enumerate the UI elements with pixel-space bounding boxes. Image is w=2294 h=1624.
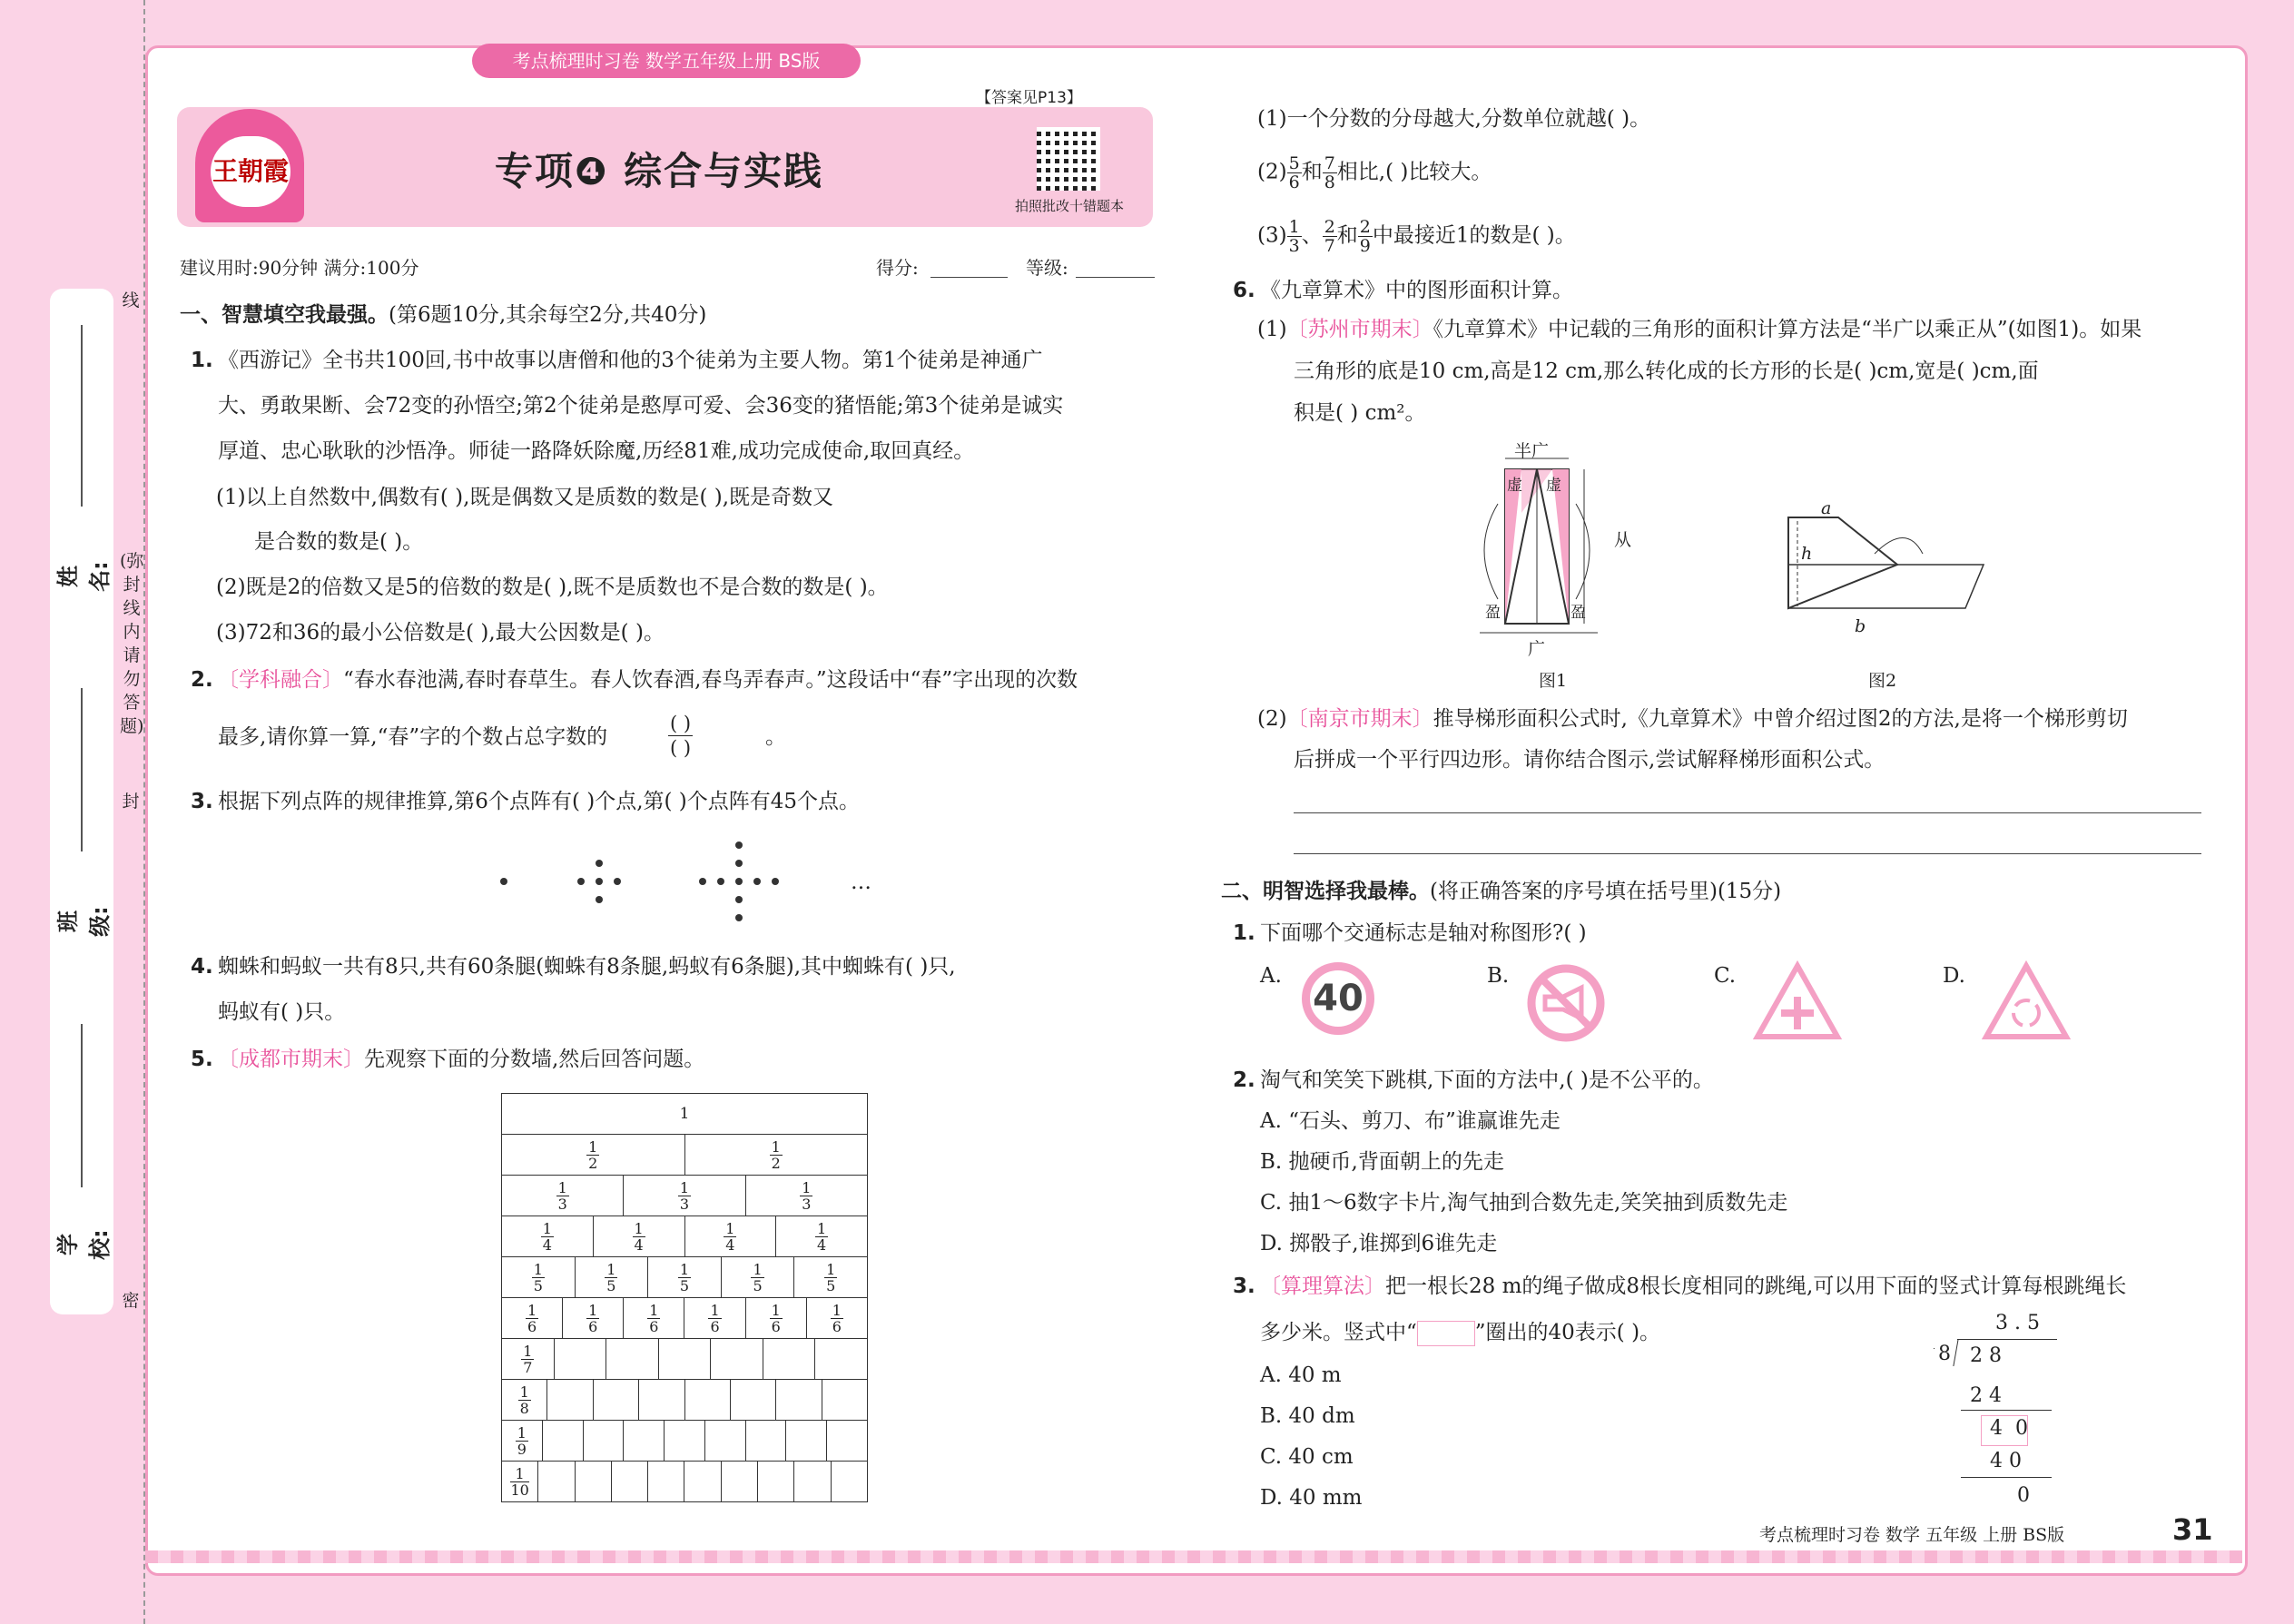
score-label: 得分: (876, 257, 919, 279)
seal-warning: (弥封线内请勿答题) (120, 551, 144, 736)
wall-cell (658, 1339, 711, 1380)
wall-cell: $\frac{1}{6}$ (624, 1298, 684, 1339)
q4-line1: 蜘蛛和蚂蚁一共有8只,共有60条腿(蜘蛛有8条腿,蚂蚁有6条腿),其中蜘蛛有( )只, (218, 955, 956, 979)
c2-option-b[interactable]: B. 抛硬币,背面朝上的先走 (1260, 1150, 1504, 1174)
dot (596, 860, 603, 867)
student-info-sidebar (50, 289, 113, 1314)
fig1-ying-label: 盈 (1485, 604, 1501, 622)
q4-line2: 蚂蚁有( )只。 (218, 1000, 346, 1024)
wall-cell-whole: 1 (502, 1094, 868, 1135)
dot (614, 878, 621, 885)
wall-cell (684, 1462, 721, 1502)
c1-option-a[interactable]: A. (1260, 964, 1282, 988)
q1-line: 《西游记》全书共100回,书中故事以唐僧和他的3个徒弟为主要人物。第1个徒弟是神通广 (218, 349, 1043, 372)
q5-sub1: (1)一个分数的分母越大,分数单位就越( )。 (1257, 107, 1651, 131)
q6-number: 6. (1233, 279, 1255, 302)
q6-sub1-line3: 积是( ) cm²。 (1294, 401, 1426, 425)
wall-cell: $\frac{1}{5}$ (575, 1257, 648, 1298)
fig2-caption: 图2 (1868, 671, 1897, 691)
footer-text: 考点梳理时习卷 数学 五年级 上册 BS版 (1759, 1525, 2065, 1545)
quotient: 3 . 5 (1995, 1312, 2040, 1334)
time-limit: 建议用时:90分钟 满分:100分 (180, 257, 419, 279)
wall-cell (721, 1462, 757, 1502)
fraction-wall-row-2 (501, 1134, 868, 1176)
q2-end: 。 (765, 725, 786, 749)
c3-option-a[interactable]: A. 40 m (1260, 1363, 1342, 1387)
q1-sub1-cont: 是合数的数是( )。 (254, 530, 424, 554)
wall-cell: $\frac{1}{6}$ (563, 1298, 624, 1339)
q2-line1 (218, 666, 1078, 694)
roundabout-warning-sign-icon[interactable] (1981, 960, 2072, 1042)
c2-text: 淘气和笑笑下跳棋,下面的方法中,( )是不公平的。 (1260, 1068, 1714, 1092)
fraction-wall-row-3 (501, 1175, 868, 1216)
dot (596, 878, 603, 885)
wall-cell: $\frac{1}{4}$ (502, 1216, 594, 1257)
dividend: 2 8 (1970, 1344, 2002, 1367)
fig1-bottom-label: 广 (1528, 639, 1546, 659)
page-number: 31 (2172, 1512, 2213, 1547)
q4-number: 4. (191, 955, 213, 979)
wall-cell (554, 1339, 606, 1380)
wall-cell: $\frac{1}{3}$ (502, 1176, 624, 1216)
wall-cell: $\frac{1}{5}$ (721, 1257, 794, 1298)
name-label: 姓名: (55, 561, 113, 592)
wall-cell: $\frac{1}{2}$ (502, 1135, 685, 1176)
wall-cell: $\frac{1}{3}$ (624, 1176, 745, 1216)
long-division (1934, 1312, 2061, 1516)
q2-tag: 〔学科融合〕 (218, 668, 343, 692)
name-field[interactable] (81, 325, 83, 507)
series-header: 考点梳理时习卷 数学五年级上册 BS版 (472, 44, 861, 78)
dot (577, 878, 585, 885)
q1-sub3: (3)72和36的最小公倍数是( ),最大公因数是( )。 (216, 621, 665, 645)
c2-option-a[interactable]: A. “石头、剪刀、布”谁赢谁先走 (1260, 1109, 1561, 1133)
wall-cell (786, 1421, 827, 1462)
q3-text: 根据下列点阵的规律推算,第6个点阵有( )个点,第( )个点阵有45个点。 (218, 790, 861, 813)
section2-header: 二、明智选择我最棒。(将正确答案的序号填在括号里)(15分) (1221, 880, 1782, 903)
fraction-wall-row-1 (501, 1093, 868, 1135)
c3-line2: 多少米。竖式中“ ”圈出的40表示( )。 (1260, 1321, 1661, 1344)
c2-number: 2. (1233, 1068, 1255, 1092)
q6-sub2-line2: 后拼成一个平行四边形。请你结合图示,尝试解释梯形面积公式。 (1294, 748, 1885, 772)
wall-cell: $\frac{1}{5}$ (502, 1257, 576, 1298)
c3-option-d[interactable]: D. 40 mm (1260, 1486, 1363, 1510)
qr-pattern (1037, 127, 1100, 191)
answer-reference: 【答案见P13】 (976, 89, 1082, 107)
c3-number: 3. (1233, 1275, 1255, 1298)
seal-char: 密 (122, 1291, 140, 1311)
wall-cell (763, 1339, 815, 1380)
wall-cell: $\frac{1}{5}$ (794, 1257, 868, 1298)
wall-cell: $\frac{1}{9}$ (502, 1421, 543, 1462)
q2-text: “春水春池满,春时春草生。春人饮春酒,春鸟弄春声。”这段话中“春”字出现的次数 (343, 668, 1078, 692)
q2-frac-numerator: ( ) (670, 713, 692, 734)
c3-option-c[interactable]: C. 40 cm (1260, 1445, 1354, 1469)
wall-cell (606, 1339, 659, 1380)
c1-option-b[interactable]: B. (1487, 964, 1510, 988)
q1-sub2: (2)既是2的倍数又是5的倍数的数是( ),既不是质数也不是合数的数是( )。 (216, 576, 889, 599)
q5-sub3: (3) $\frac{1}{3}$ 、 $\frac{2}{7}$ 和 $\frac{2}{9}$ 中最接近1的数是( )。 (1257, 217, 1576, 256)
seal-dashed-line (143, 0, 145, 1624)
partial-product: 2 4 (1970, 1384, 2002, 1407)
q3-ellipsis: … (851, 871, 871, 894)
wall-cell: $\frac{1}{6}$ (806, 1298, 867, 1339)
dot (596, 896, 603, 903)
wall-cell: $\frac{1}{5}$ (648, 1257, 722, 1298)
wall-cell (827, 1421, 868, 1462)
c1-option-c[interactable]: C. (1714, 964, 1737, 988)
q5-text: 先观察下面的分数墙,然后回答问题。 (364, 1048, 705, 1071)
wall-cell: $\frac{1}{3}$ (745, 1176, 867, 1216)
fraction-wall-row-9 (501, 1420, 868, 1462)
q3-number: 3. (191, 790, 213, 813)
q6-text: 《九章算术》中的图形面积计算。 (1260, 279, 1573, 302)
fig1-caption: 图1 (1539, 671, 1568, 691)
wall-cell (758, 1462, 794, 1502)
fraction-wall-row-5 (501, 1256, 868, 1298)
fig1-ying-label: 盈 (1570, 604, 1586, 622)
q5-number: 5. (191, 1048, 213, 1071)
wall-cell (831, 1462, 867, 1502)
wall-cell (639, 1380, 684, 1421)
c1-number: 1. (1233, 921, 1255, 945)
wall-cell (593, 1380, 638, 1421)
wall-cell (538, 1462, 575, 1502)
q1-line: 大、勇敢果断、会72变的孙悟空;第2个徒弟是憨厚可爱、会36变的猪悟能;第3个徒弟是诚实 (218, 394, 1064, 418)
fraction-wall (501, 1093, 868, 1502)
fig1-xu-label: 虚 (1507, 477, 1522, 495)
divisor: 8 (1938, 1343, 1951, 1365)
wall-cell: $\frac{1}{10}$ (502, 1462, 538, 1502)
wall-cell (704, 1421, 745, 1462)
wall-cell (575, 1462, 611, 1502)
dot (500, 878, 507, 885)
grade-field[interactable] (1076, 277, 1155, 278)
crossroad-warning-sign-icon[interactable] (1752, 960, 1843, 1042)
wall-cell (611, 1462, 647, 1502)
q2-frac-denominator: ( ) (670, 737, 692, 759)
wall-cell: $\frac{1}{6}$ (684, 1298, 745, 1339)
fig1-side-label: 从 (1614, 530, 1632, 550)
fraction-wall-row-7 (501, 1338, 868, 1380)
wall-cell (684, 1380, 730, 1421)
logo-text: 王朝霞 (211, 136, 290, 207)
c2-option-d[interactable]: D. 掷骰子,谁掷到6谁先走 (1260, 1232, 1498, 1255)
c3-option-b[interactable]: B. 40 dm (1260, 1404, 1355, 1428)
fraction-wall-row-8 (501, 1379, 868, 1421)
q6-sub2-line1: (2)〔南京市期末〕推导梯形面积公式时,《九章算术》中曾介绍过图2的方法,是将一个梯形剪切 (1257, 707, 2128, 731)
fig1-top-label: 半广 (1514, 441, 1550, 461)
wall-cell: $\frac{1}{8}$ (502, 1380, 547, 1421)
wall-cell: $\frac{1}{6}$ (745, 1298, 806, 1339)
q6-sub1-line1: (1)〔苏州市期末〕《九章算术》中记载的三角形的面积计算方法是“半广以乘正从”(如图1)。如果 (1257, 318, 2142, 341)
section1-heading: 一、智慧填空我最强。 (180, 303, 389, 327)
answer-line[interactable] (1294, 853, 2201, 854)
q5-tag: 〔成都市期末〕 (218, 1048, 364, 1071)
wall-cell: $\frac{1}{4}$ (776, 1216, 868, 1257)
q2-number: 2. (191, 668, 213, 692)
q6-sub1-line2: 三角形的底是10 cm,高是12 cm,那么转化成的长方形的长是( )cm,宽是( )cm,面 (1294, 359, 2039, 383)
wall-cell: $\frac{1}{7}$ (502, 1339, 555, 1380)
c2-option-c[interactable]: C. 抽1～6数字卡片,淘气抽到合数先走,笑笑抽到质数先走 (1260, 1191, 1788, 1215)
section1-header (180, 301, 706, 329)
wall-cell (665, 1421, 705, 1462)
q5-sub2: (2) $\frac{5}{6}$ 和 $\frac{7}{8}$ 相比,( )比较大。 (1257, 153, 1492, 192)
q1-number: 1. (191, 349, 213, 372)
fig2-a-label: a (1821, 498, 1832, 518)
fig2-b-label: b (1855, 616, 1866, 636)
qr-caption: 拍照批改十错题本 (1015, 198, 1125, 214)
class-field[interactable] (81, 688, 83, 851)
c1-text: 下面哪个交通标志是轴对称图形?( ) (1260, 921, 1587, 945)
wall-cell: $\frac{1}{4}$ (593, 1216, 684, 1257)
grade-label: 等级: (1026, 257, 1068, 279)
wall-cell (583, 1421, 624, 1462)
fig1-xu-label: 虚 (1546, 477, 1561, 495)
fraction-wall-row-10 (501, 1461, 868, 1502)
wall-cell (794, 1462, 831, 1502)
q2-line2: 最多,请你算一算,“春”字的个数占总字数的 (218, 725, 608, 749)
answer-line[interactable] (1294, 812, 2201, 813)
c3-line1: 〔算理算法〕把一根长28 m的绳子做成8根长度相同的跳绳,可以用下面的竖式计算每根跳绳长 (1260, 1275, 2127, 1298)
wall-cell (730, 1380, 775, 1421)
wall-cell: $\frac{1}{6}$ (502, 1298, 563, 1339)
section1-note: (第6题10分,其余每空2分,共40分) (389, 303, 707, 327)
q2-fraction-answer[interactable] (668, 712, 693, 760)
wall-cell: $\frac{1}{2}$ (684, 1135, 868, 1176)
remainder-digit: 4 (1990, 1417, 2003, 1440)
seal-char: 线 (122, 290, 140, 310)
page-title: 专项❹ 综合与实践 (495, 149, 824, 193)
wall-cell: $\frac{1}{4}$ (684, 1216, 776, 1257)
remainder-digit: 0 (2015, 1417, 2028, 1440)
fraction-wall-row-4 (501, 1216, 868, 1257)
speed-limit-sign-icon[interactable]: 40 (1302, 962, 1374, 1035)
wall-cell (648, 1462, 684, 1502)
wall-cell (711, 1339, 763, 1380)
dot-pattern-figure (490, 831, 899, 935)
wall-cell (624, 1421, 665, 1462)
class-label: 班级: (55, 906, 113, 937)
wall-cell (745, 1421, 786, 1462)
q1-sub1: (1)以上自然数中,偶数有( ),既是偶数又是质数的数是( ),既是奇数又 (216, 486, 834, 509)
wall-cell (822, 1380, 867, 1421)
q5-line (218, 1046, 704, 1073)
q1-line: 厚道、忠心耿耿的沙悟净。师徒一路降妖除魔,历经81难,成功完成使命,取回真经。 (218, 439, 975, 463)
partial-product: 4 0 (1990, 1450, 2022, 1472)
school-field[interactable] (81, 1024, 83, 1187)
seal-char: 封 (122, 792, 140, 812)
wall-cell (776, 1380, 822, 1421)
wall-cell (815, 1339, 868, 1380)
wall-cell (547, 1380, 593, 1421)
highlight-box-icon (1417, 1321, 1475, 1346)
c1-option-d[interactable]: D. (1943, 964, 1965, 988)
fig2-h-label: h (1801, 544, 1813, 564)
fraction-wall-row-6 (501, 1297, 868, 1339)
final-remainder: 0 (2017, 1484, 2030, 1507)
no-horn-sign-icon[interactable] (1525, 962, 1607, 1044)
score-field[interactable] (930, 277, 1008, 278)
wall-cell (542, 1421, 583, 1462)
school-label: 学校: (55, 1229, 113, 1260)
